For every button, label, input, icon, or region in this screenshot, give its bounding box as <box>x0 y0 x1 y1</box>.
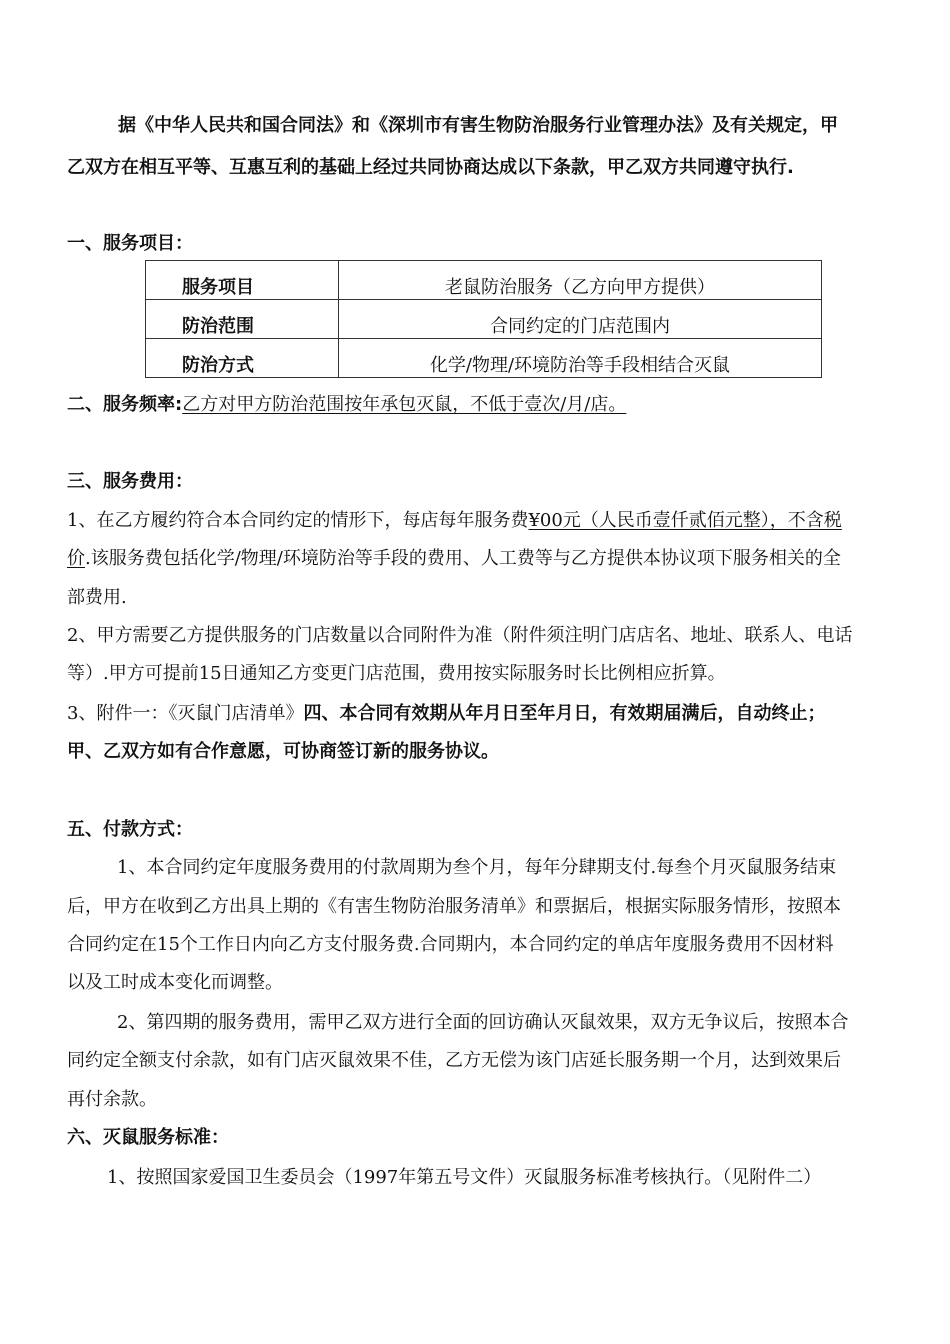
section-1-heading: 一、服务项目： <box>67 233 193 254</box>
intro-line-1: 据《中华人民共和国合同法》和《深圳市有害生物防治服务行业管理办法》及有关规定，甲 <box>118 115 838 136</box>
payment-p2-line-3: 再付余款。 <box>67 1089 157 1110</box>
row-value: 合同约定的门店范围内 <box>339 300 822 339</box>
validity-clause-cont: 甲、乙双方如有合作意愿，可协商签订新的服务协议。 <box>67 741 499 762</box>
row-value: 老鼠防治服务（乙方向甲方提供） <box>339 261 822 300</box>
service-frequency-text: 乙方对甲方防治范围按年承包灭鼠，不低于壹次/月/店。 <box>182 394 627 415</box>
store-count-line-2: 等）.甲方可提前15日通知乙方变更门店范围，费用按实际服务时长比例相应折算。 <box>67 663 726 684</box>
section-2-line <box>67 392 903 418</box>
intro-line-2: 乙双方在相互平等、互惠互利的基础上经过共同协商达成以下条款，甲乙双方共同遵守执行. <box>67 157 794 178</box>
section-6-heading: 六、灭鼠服务标准： <box>67 1127 229 1148</box>
fee-paragraph-line-3: 部费用. <box>67 587 127 608</box>
payment-p2-line-1: 2、第四期的服务费用，需甲乙双方进行全面的回访确认灭鼠效果，双方无争议后，按照本合 <box>117 1012 849 1033</box>
row-value: 化学/物理/环境防治等手段相结合灭鼠 <box>339 339 822 378</box>
fee-paragraph-line-2 <box>67 546 903 572</box>
section-5-heading: 五、付款方式： <box>67 819 193 840</box>
payment-p1-line-4: 以及工时成本变化而调整。 <box>67 972 283 993</box>
fee-amount-cont: 价 <box>67 548 85 569</box>
table-row <box>146 339 822 378</box>
fee-text-cont: .该服务费包括化学/物理/环境防治等手段的费用、人工费等与乙方提供本协议项下服务相关的全 <box>85 548 841 569</box>
table-row <box>146 300 822 339</box>
attachment-line <box>67 701 903 727</box>
payment-p2-line-2: 同约定全额支付余款，如有门店灭鼠效果不佳，乙方无偿为该门店延长服务期一个月，达到效果后 <box>67 1050 841 1071</box>
section-3-heading: 三、服务费用： <box>67 471 193 492</box>
section-2-heading: 二、服务频率: <box>67 394 183 415</box>
row-key: 防治方式 <box>146 339 339 378</box>
service-items-table <box>145 260 822 378</box>
validity-clause: 四、本合同有效期从年月日至年月日，有效期届满后，自动终止； <box>303 703 826 724</box>
row-key: 服务项目 <box>146 261 339 300</box>
fee-paragraph-line-1 <box>67 508 903 534</box>
payment-p1-line-3: 合同约定在15个工作日内向乙方支付服务费.合同期内，本合同约定的单店年度服务费用不因材料 <box>67 934 834 955</box>
store-count-line-1: 2、甲方需要乙方提供服务的门店数量以合同附件为准（附件须注明门店店名、地址、联系人、电话 <box>67 625 853 646</box>
fee-text: 1、在乙方履约符合本合同约定的情形下，每店每年服务费 <box>67 510 529 531</box>
table-row <box>146 261 822 300</box>
attachment-text: 3、附件一：《灭鼠门店清单》 <box>67 703 304 724</box>
payment-p1-line-1: 1、本合同约定年度服务费用的付款周期为叁个月，每年分肆期支付.每叁个月灭鼠服务结束 <box>117 857 837 878</box>
row-key: 防治范围 <box>146 300 339 339</box>
payment-p1-line-2: 后，甲方在收到乙方出具上期的《有害生物防治服务清单》和票据后，根据实际服务情形，按照本 <box>67 896 841 917</box>
standard-line: 1、按照国家爱国卫生委员会（1997年第五号文件）灭鼠服务标准考核执行。（见附件二） <box>107 1167 822 1188</box>
fee-amount: ¥00元（人民币壹仟贰佰元整），不含税 <box>528 510 842 531</box>
